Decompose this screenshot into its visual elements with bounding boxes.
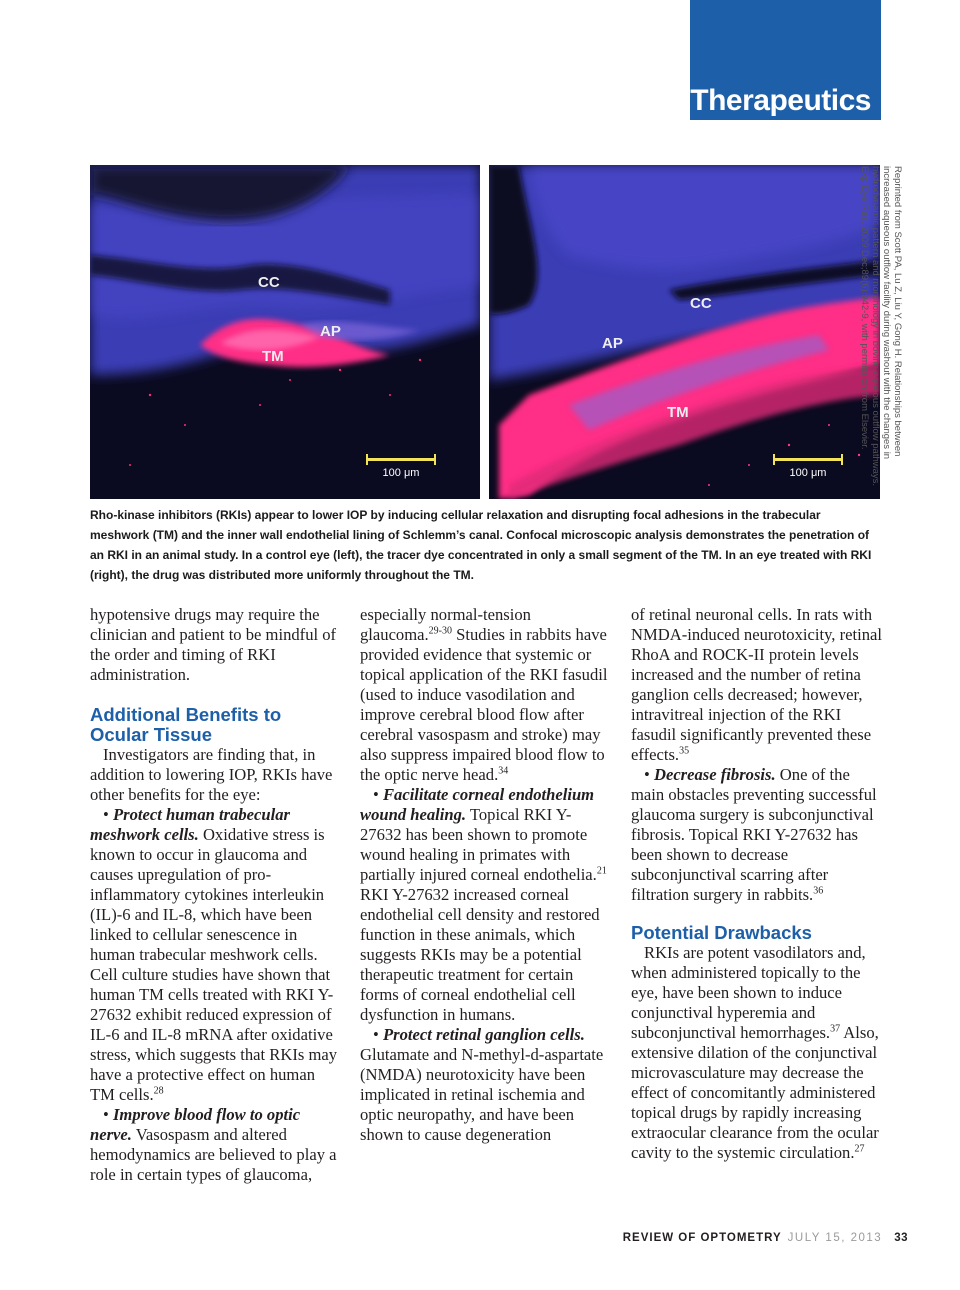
scale-bar-label: 100 μm [789, 467, 827, 479]
paragraph: of retinal neuronal cells. In rats with NMDA-induced neurotoxicity, retinal RhoA and ROCK-II protein levels increased and the number of retina ganglion cells decreased; however, intravitreal injection of the RKI fasudil significantly prevented these effects.$^{35}$ [631, 605, 882, 764]
section-tab [690, 0, 881, 120]
text-column-3 [631, 605, 883, 1163]
scale-bar [773, 458, 843, 479]
bullet-paragraph: • Decrease fibrosis. One of the main obstacles preventing successful glaucoma surgery is subconjunctival fibrosis. Topical RKI Y-27632 has been shown to decrease subconjunctival scarring after filtration surgery in rabbits.$^{36}$ [631, 765, 877, 904]
scale-bar-label: 100 μm [382, 467, 420, 479]
tm-label: TM [262, 348, 284, 365]
scale-bar [366, 458, 436, 479]
cc-label: CC [258, 274, 280, 291]
bullet-paragraph: • Protect human trabecular meshwork cells. Oxidative stress is known to occur in glaucoma and causes upregulation of pro-inflammatory cytokines interleukin (IL)-6 and IL-8, which have been linked to cellular senescence in human trabecular meshwork cells. Cell culture studies have shown that human TM cells treated with RKI Y-27632 exhibit reduced expression of IL-6 and IL-8 mRNA after oxidative stress, which suggests that RKIs may have a protective effect on human TM cells.$^{28}$ [90, 805, 338, 1104]
tm-label: TM [667, 404, 689, 421]
paragraph: hypotensive drugs may require the clinician and patient to be mindful of the order and timing of RKI administration. [90, 605, 337, 684]
micrograph-left-image [90, 165, 480, 499]
micrograph-left [90, 165, 480, 499]
page-footer [623, 1232, 908, 1244]
figure-caption: Rho-kinase inhibitors (RKIs) appear to lower IOP by inducing cellular relaxation and disrupting focal adhesions in the trabecular meshwork (TM) and the inner wall endothelial lining of Schlemm’s canal. Confocal microscopic analysis demonstrates the penetration of an RKI in an animal study. In a control eye (left), the tracer dye concentrated in only a small segment of the TM. In an eye treated with RKI (right), the drug was distributed more uniformly throughout the TM. [90, 508, 872, 582]
page-number: 33 [894, 1232, 908, 1244]
text-column-1 [90, 605, 340, 1185]
ap-label: AP [320, 323, 341, 340]
ap-label: AP [602, 335, 623, 352]
cc-label: CC [690, 295, 712, 312]
micrograph-right-image [489, 165, 880, 499]
bullet-paragraph: • Facilitate corneal endothelium wound healing. Topical RKI Y-27632 has been shown to promote wound healing in primates with partially injured corneal endothelia.$^{21}$ RKI Y-27632 increased corneal endothelial cell density and restored function in these animals, which suggests RKIs may be a potential therapeutic treatment for certain forms of corneal endothelial cell dysfunction in humans. [360, 785, 607, 1024]
section-heading: Potential Drawbacks [631, 922, 812, 943]
section-heading: Additional Benefits to Ocular Tissue [90, 704, 282, 745]
micrograph-right [489, 165, 880, 499]
section-tab-label: Therapeutics [690, 84, 871, 117]
paragraph: Investigators are finding that, in addition to lowering IOP, RKIs have other benefits for the eye: [90, 745, 333, 804]
paragraph: RKIs are potent vasodilators and, when administered topically to the eye, have been shown to induce conjunctival hyperemia and subconjunctival hemorrhages.$^{37}$ Also, extensive dilation of the conjunctival microvasculature may decrease the effect of concomitantly administered topical drugs by rapidly increasing extraocular clearance from the ocular cavity to the systemic circulation.$^{27}$ [631, 943, 879, 1162]
bullet-paragraph: • Improve blood flow to optic nerve. Vasospasm and altered hemodynamics are believed to play a role in certain types of glaucoma, [90, 1105, 337, 1184]
publication-name: REVIEW OF OPTOMETRY [622, 1232, 782, 1244]
paragraph: especially normal-tension glaucoma.$^{29-30}$ Studies in rabbits have provided evidence that systemic or topical application of the RKI fasudil (used to induce vasodilation and improve cerebral blood flow after cerebral vasospasm and stroke) may also suppress impaired blood flow to the optic nerve head.$^{34}$ [360, 605, 608, 784]
bullet-paragraph: • Protect retinal ganglion cells. Glutamate and N-methyl-d-aspartate (NMDA) neurotoxicity have been implicated in retinal ischemia and optic neuropathy, and have been shown to cause degeneration [360, 1025, 604, 1144]
figure-credit: Reprinted from Scott PA, Lu Z, Liu Y, Gong H. Relationships between increased aqueous outflow facility during washout with the changes in hydrodynamic pattern and morphology in bovine aqueous outflow pathways. Exp Eye Res. 2009 Dec;89(6):942-9, with permission from Elsevier. [859, 166, 903, 487]
text-column-2 [360, 605, 612, 1145]
issue-date: JULY 15, 2013 [787, 1232, 883, 1244]
